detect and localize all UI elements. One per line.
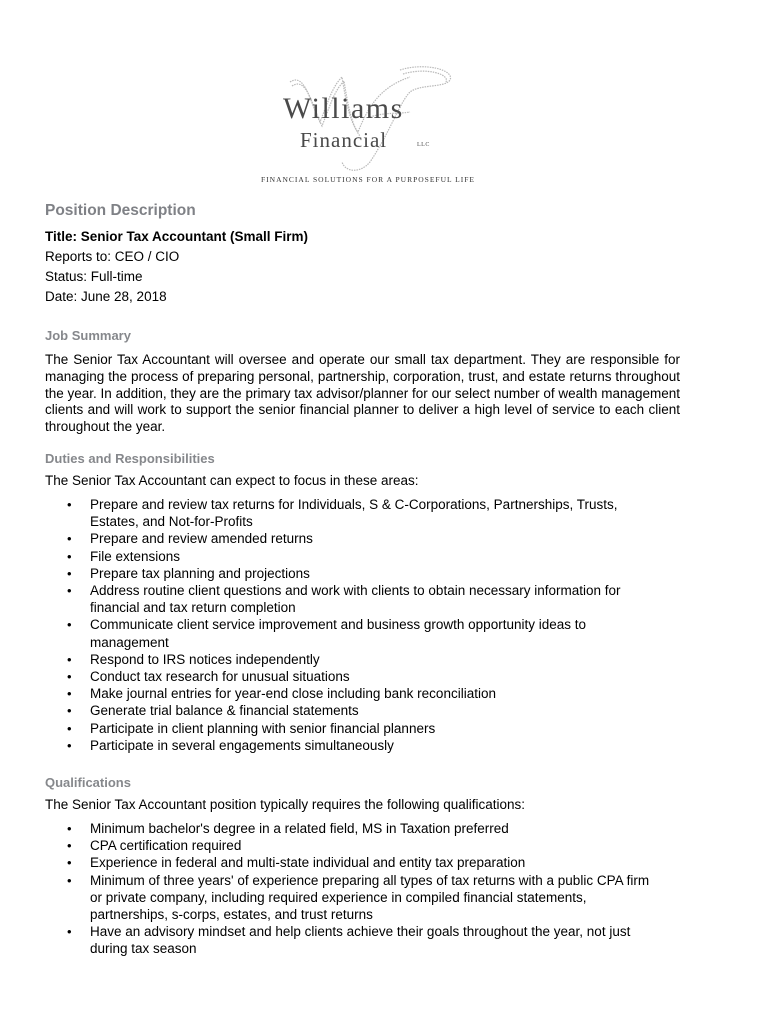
page-title: Position Description (45, 202, 196, 219)
list-item (45, 737, 650, 754)
list-item-text: Minimum bachelor's degree in a related field, MS in Taxation preferred (90, 821, 509, 837)
list-item (45, 565, 650, 582)
list-item (45, 685, 650, 702)
bullet-icon: • (67, 565, 72, 581)
list-item (45, 702, 650, 719)
list-item (45, 651, 650, 668)
list-item (45, 820, 650, 837)
bullet-icon: • (67, 531, 72, 547)
qualifications-intro: The Senior Tax Accountant position typically requires the following qualifications: (45, 797, 526, 813)
list-item-text: CPA certification required (90, 838, 242, 854)
bullet-icon: • (67, 720, 72, 736)
date: Date: June 28, 2018 (45, 289, 167, 304)
williams-financial-logo (250, 62, 490, 192)
duties-list (45, 496, 680, 754)
list-item (45, 872, 650, 924)
position-title: Title: Senior Tax Accountant (Small Firm) (45, 229, 309, 244)
logo-llc: LLC (417, 142, 430, 148)
list-item (45, 582, 650, 616)
bullet-icon: • (67, 651, 72, 667)
list-item-text: Prepare tax planning and projections (90, 565, 310, 581)
list-item-text: Minimum of three years' of experience preparing all types of tax returns with a public CPA firm or private company, including required experience in compiled financial statements, partnerships, s-corps, estates, and trust returns (90, 872, 650, 923)
list-item-text: Experience in federal and multi-state individual and entity tax preparation (90, 855, 526, 871)
list-item (45, 854, 650, 871)
logo-word-williams: Williams (283, 92, 404, 125)
qualifications-heading: Qualifications (45, 775, 131, 791)
list-item-text: Respond to IRS notices independently (90, 651, 320, 667)
list-item (45, 548, 650, 565)
bullet-icon: • (67, 821, 72, 837)
list-item-text: Generate trial balance & financial statements (90, 703, 359, 719)
list-item (45, 616, 650, 650)
bullet-icon: • (67, 838, 72, 854)
list-item-text: Prepare and review amended returns (90, 531, 313, 547)
list-item-text: Communicate client service improvement and business growth opportunity ideas to management (90, 617, 586, 650)
list-item-text: File extensions (90, 548, 181, 564)
duties-heading: Duties and Responsibilities (45, 450, 215, 466)
logo-word-financial: Financial (300, 128, 388, 152)
bullet-icon: • (67, 924, 72, 940)
bullet-icon: • (67, 703, 72, 719)
status: Status: Full-time (45, 269, 143, 284)
bullet-icon: • (67, 496, 72, 512)
list-item (45, 720, 650, 737)
list-item-text: Participate in several engagements simultaneously (90, 737, 394, 753)
document-body (45, 200, 680, 958)
bullet-icon: • (67, 872, 72, 888)
bullet-icon: • (67, 548, 72, 564)
wf-monogram-icon (250, 62, 490, 192)
list-item (45, 923, 650, 957)
duties-intro: The Senior Tax Accountant can expect to focus in these areas: (45, 472, 419, 488)
job-summary-heading: Job Summary (45, 328, 131, 343)
bullet-icon: • (67, 617, 72, 633)
list-item (45, 668, 650, 685)
bullet-icon: • (67, 737, 72, 753)
bullet-icon: • (67, 669, 72, 685)
reports-to: Reports to: CEO / CIO (45, 249, 180, 264)
job-summary-text: The Senior Tax Accountant will oversee and operate our small tax department. They are responsible for managing the process of preparing personal, partnership, corporation, trust, and estate returns throughout the year. In addition, they are the primary tax advisor/planner for our select number of wealth management clients and will work to support the senior financial planner to deliver a high level of service to each client throughout the year. (45, 352, 680, 435)
bullet-icon: • (67, 855, 72, 871)
list-item-text: Have an advisory mindset and help clients achieve their goals throughout the year, not just during tax season (90, 924, 631, 957)
list-item-text: Address routine client questions and work with clients to obtain necessary information for financial and tax return completion (90, 583, 621, 616)
list-item-text: Conduct tax research for unusual situations (90, 669, 350, 685)
bullet-icon: • (67, 686, 72, 702)
list-item-text: Prepare and review tax returns for Individuals, S & C-Corporations, Partnerships, Trusts, Estates, and Not-for-Profits (90, 496, 618, 530)
list-item-text: Make journal entries for year-end close including bank reconciliation (90, 686, 496, 702)
list-item (45, 530, 650, 547)
qualifications-list (45, 820, 680, 958)
list-item (45, 496, 650, 530)
list-item (45, 837, 650, 854)
bullet-icon: • (67, 583, 72, 598)
logo-tagline: FINANCIAL SOLUTIONS FOR A PURPOSEFUL LIFE (261, 175, 476, 184)
list-item-text: Participate in client planning with senior financial planners (90, 720, 436, 736)
